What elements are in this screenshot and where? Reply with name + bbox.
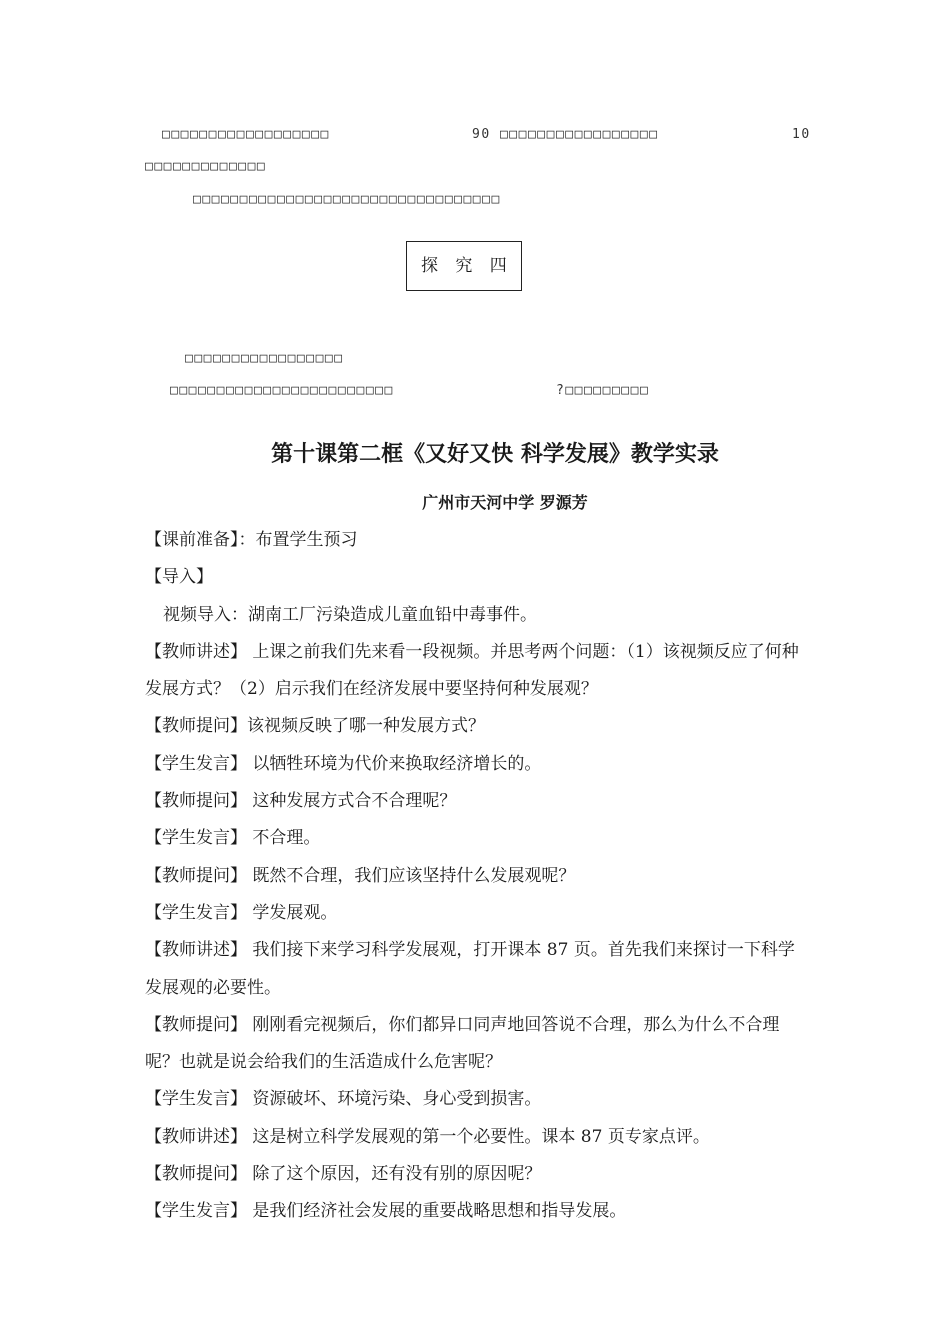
garbled-text-line: □□□□□□□□□□□□□□□□□□□□□□□□ [170, 383, 394, 398]
paragraph: 【学生发言】 不合理。 [145, 828, 321, 849]
garbled-text-line: 90 □□□□□□□□□□□□□□□□□ [472, 127, 659, 142]
paragraph: 【教师提问】该视频反映了哪一种发展方式？ [145, 716, 485, 737]
paragraph: 【教师讲述】 我们接下来学习科学发展观，打开课本 87 页。首先我们来探讨一下科学发展观的必要性。 [145, 940, 795, 998]
paragraph: 【教师讲述】 上课之前我们先来看一段视频。并思考两个问题：（1）该视频反应了何种发展方式？（2）启示我们在经济发展中要坚持何种发展观？ [145, 641, 799, 700]
paragraph: 【导入】 [145, 567, 213, 588]
garbled-text-line: □□□□□□□□□□□□□□□□□ [185, 351, 344, 366]
paragraph: 【教师提问】 除了这个原因，还有没有别的原因呢？ [145, 1164, 542, 1185]
garbled-text-line: □□□□□□□□□□□□□ [145, 159, 267, 174]
paragraph: 【教师提问】 既然不合理，我们应该坚持什么发展观呢？ [145, 865, 576, 886]
paragraph: 【学生发言】 是我们经济社会发展的重要战略思想和指导发展。 [145, 1201, 627, 1222]
author-line: 广州市天河中学 罗源芳 [422, 493, 588, 512]
document-title: 第十课第二框《又好又快 科学发展》教学实录 [271, 442, 719, 467]
paragraph: 【学生发言】 以牺牲环境为代价来换取经济增长的。 [145, 753, 542, 774]
section-box-label: 探 究 四 [406, 241, 522, 291]
paragraph: 【教师提问】 这种发展方式合不合理呢？ [145, 791, 457, 812]
paragraph: 【学生发言】 学发展观。 [145, 902, 338, 923]
paragraph: 【教师提问】 刚刚看完视频后，你们都异口同声地回答说不合理，那么为什么不合理呢？也就是说会给我们的生活造成什么危害呢？ [145, 1014, 780, 1073]
garbled-text-line: □□□□□□□□□□□□□□□□□□□□□□□□□□□□□□□□□ [193, 192, 501, 207]
garbled-text-line: ?□□□□□□□□□ [556, 383, 650, 398]
paragraph: 【课前准备】：布置学生预习 [145, 530, 358, 550]
paragraph: 【学生发言】 资源破坏、环境污染、身心受到损害。 [145, 1089, 542, 1110]
paragraph: 视频导入：湖南工厂污染造成儿童血铅中毒事件。 [163, 604, 537, 625]
garbled-text-line: □□□□□□□□□□□□□□□□□□ [162, 127, 330, 142]
paragraph: 【教师讲述】 这是树立科学发展观的第一个必要性。课本 87 页专家点评。 [145, 1126, 710, 1147]
page-number-fragment: 10 [792, 127, 811, 142]
transcript-body [145, 522, 810, 1231]
